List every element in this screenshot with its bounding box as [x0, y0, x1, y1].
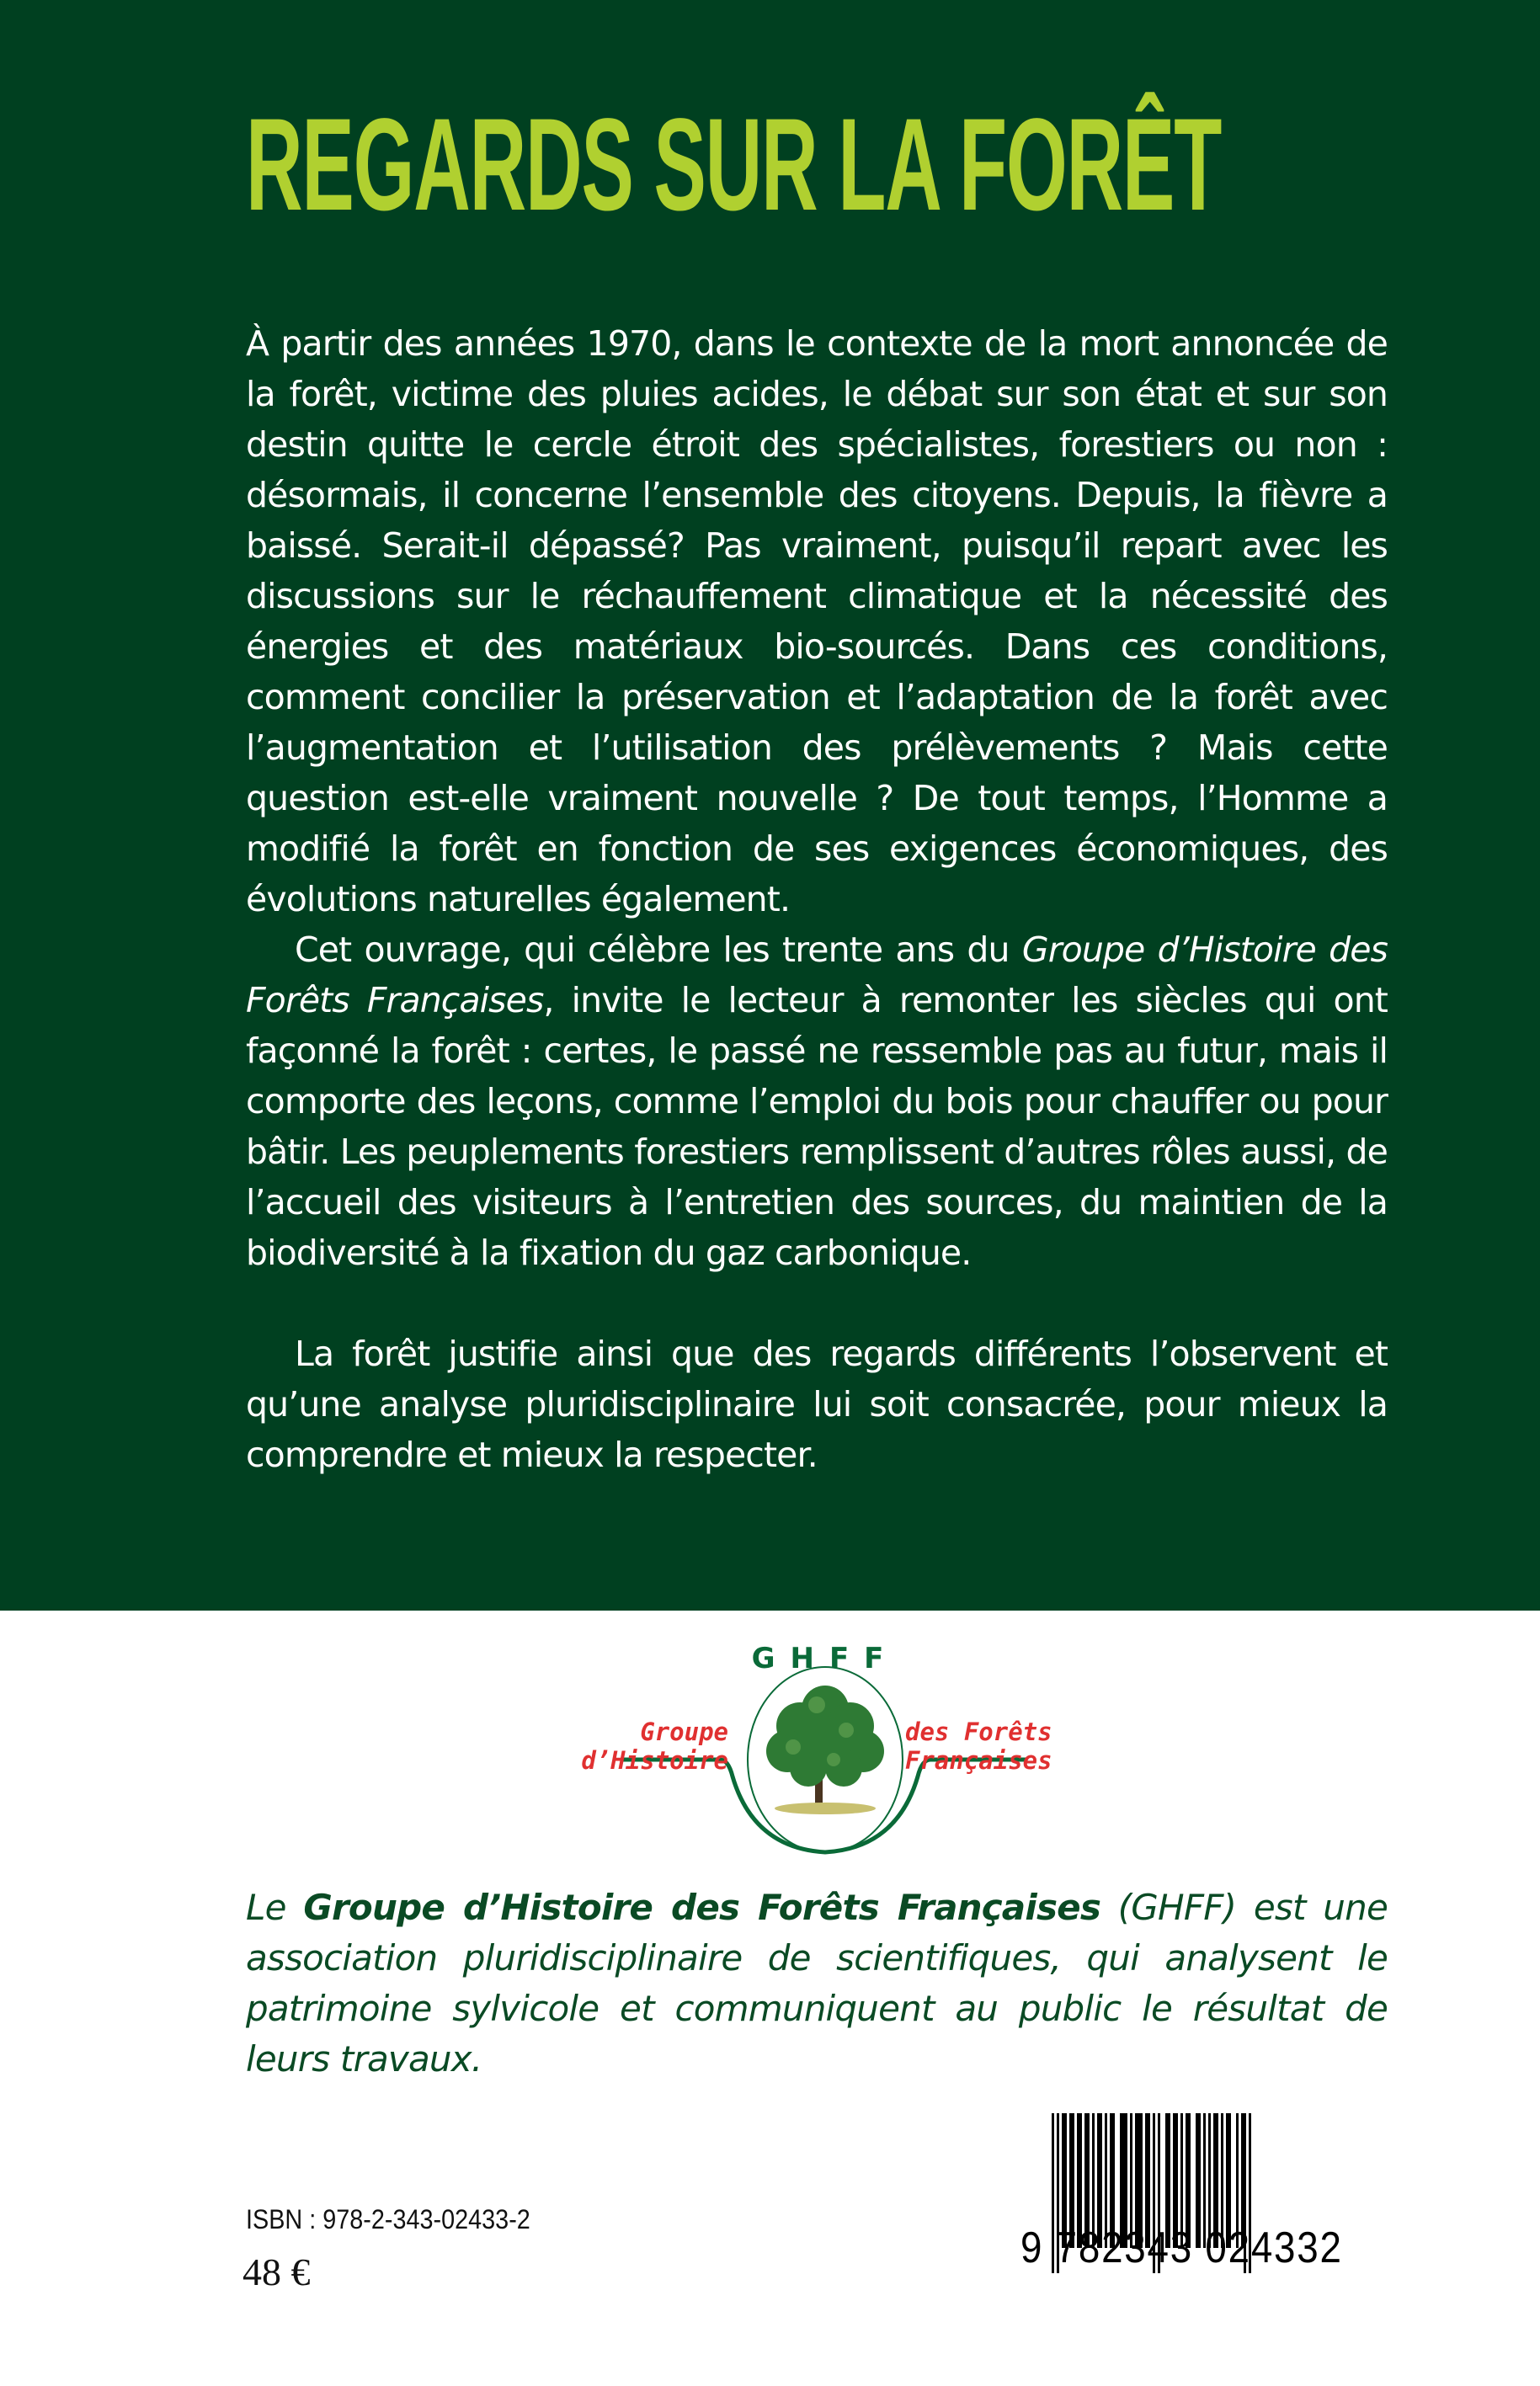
logo-right-line-2: Françaises	[905, 1746, 1052, 1775]
blurb	[246, 318, 1388, 1480]
book-title: REGARDS SUR LA FORÊT	[246, 92, 1222, 238]
logo-acronym: GHFF	[751, 1642, 899, 1675]
blurb-paragraph-1: À partir des années 1970, dans le contexte de la mort annoncée de la forêt, victime des pluies acides, le débat sur son état et sur son destin quitte le cercle étroit des spécialistes, forestiers ou non : désormais, il concerne l’ensemble des citoyens. Depuis, la fièvre a baissé. Serait-il dépassé? Pas vraiment, puisqu’il repart avec les discussions sur le réchauffement climatique et la nécessité des énergies et des matériaux bio-sourcés. Dans ces conditions, comment concilier la préservation et l’adaptation de la forêt avec l’augmentation et l’utilisation des prélèvements ? Mais cette question est-elle vraiment nouvelle ? De tout temps, l’Homme a modifié la forêt en fonction de ses exigences économiques, des évolutions naturelles également.	[246, 323, 1388, 919]
blurb-p2-italic: Groupe d’Histoire des Forêts Françaises	[246, 929, 1388, 1020]
logo-left-line-1: Groupe	[640, 1718, 728, 1746]
logo-left-line-2: d’Histoire	[581, 1746, 728, 1775]
isbn: ISBN : 978-2-343-02433-2	[246, 2204, 530, 2234]
blurb-paragraph-2	[246, 924, 1388, 1278]
logo-left-text	[581, 1718, 728, 1775]
about-bold-name: Groupe d’Histoire des Forêts Françaises	[303, 1887, 1101, 1928]
price: 48 €	[242, 2250, 311, 2293]
about-suffix: (GHFF) est une association pluridisciplinaire de scientifiques, qui analysent le patrimoine sylvicole et communiquent au public le résultat de leurs travaux.	[246, 1887, 1388, 2080]
logo-right-text	[905, 1718, 1052, 1775]
ghff-logo	[573, 1642, 1078, 1861]
blurb-paragraph-3: La forêt justifie ainsi que des regards différents l’observent et qu’une analyse pluridisciplinaire lui soit consacrée, pour mieux la comprendre et mieux la respecter.	[246, 1334, 1388, 1475]
blurb-p2-text: Cet ouvrage, qui célèbre les trente ans du	[295, 929, 1022, 970]
logo-right-line-1: des Forêts	[905, 1718, 1052, 1746]
about-prefix: Le	[246, 1887, 304, 1928]
barcode-digits: 9 782343 024332	[1020, 2224, 1343, 2272]
blurb-p2-text-end: , invite le lecteur à remonter les siècles qui ont façonné la forêt : certes, le passé ne ressemble pas au futur, mais il comporte des leçons, comme l’emploi du bois pour chauffer ou pour bâtir. Les peuplements forestiers remplissent d’autres rôles aussi, de l’accueil des visiteurs à l’entretien des sources, du maintien de la biodiversité à la fixation du gaz carbonique.	[246, 980, 1388, 1273]
association-description	[246, 1883, 1388, 2085]
